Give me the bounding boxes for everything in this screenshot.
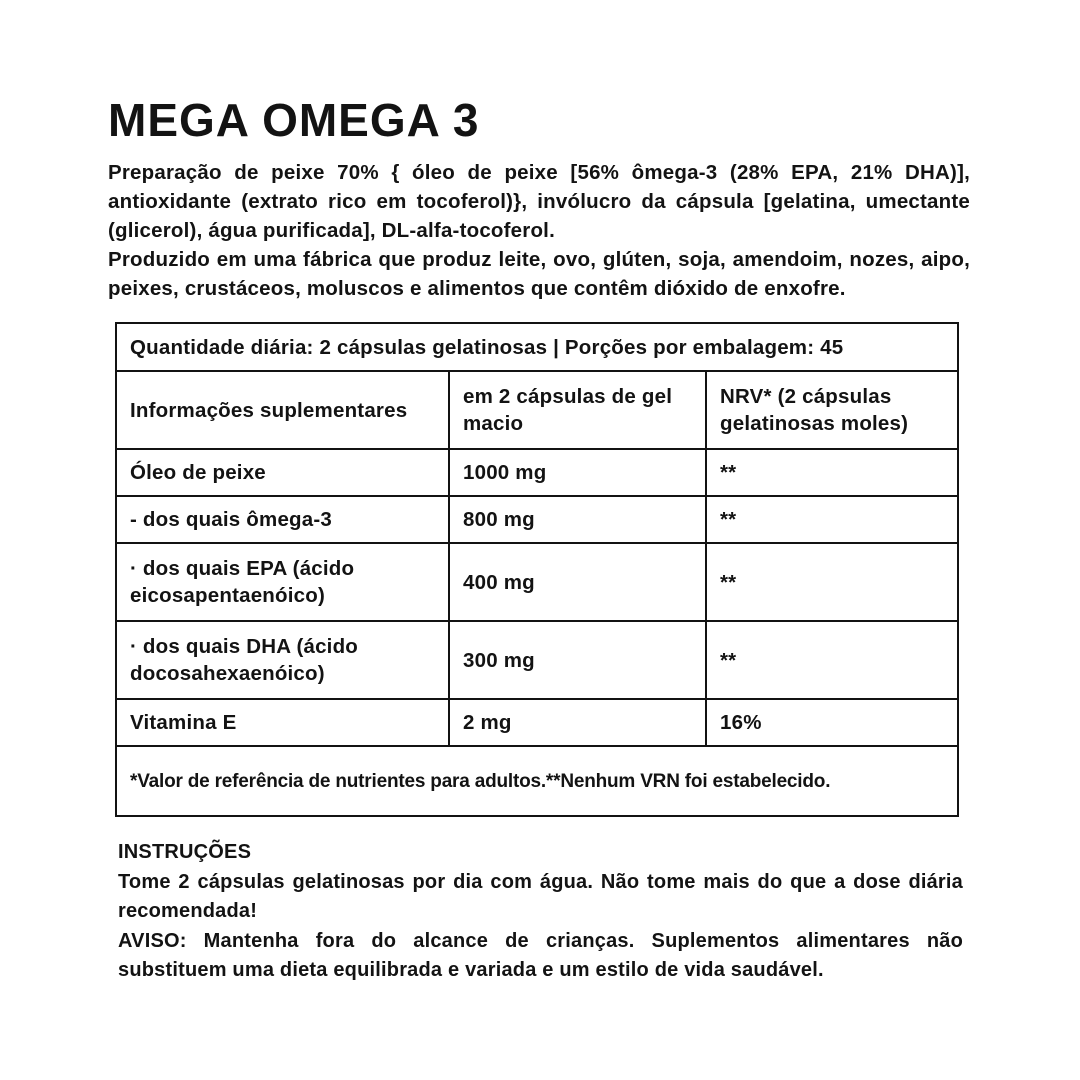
footnote-text: *Valor de referência de nutrientes para adultos.**Nenhum VRN foi estabelecido.: [116, 746, 958, 816]
nutrient-name-cell: Vitamina E: [116, 699, 449, 746]
ingredients-text: Preparação de peixe 70% { óleo de peixe [56% ômega-3 (28% EPA, 21% DHA)], antioxidante (extrato rico em tocoferol)}, invólucro da cápsula [gelatina, umectante (glicerol), água purificada], DL-alfa-tocoferol.: [108, 161, 970, 242]
serving-info-text: Quantidade diária: 2 cápsulas gelatinosas | Porções por embalagem: 45: [116, 323, 958, 371]
nutrient-nrv-cell: 16%: [706, 699, 958, 746]
nutrient-nrv-cell: **: [706, 543, 958, 621]
nutrient-amount-cell: 800 mg: [449, 496, 706, 543]
nutrient-name-cell: - dos quais ômega-3: [116, 496, 449, 543]
nutrient-amount-cell: 1000 mg: [449, 449, 706, 496]
nutrient-amount-cell: 300 mg: [449, 621, 706, 699]
table-header-row: [116, 371, 958, 449]
dosage-text: Tome 2 cápsulas gelatinosas por dia com água. Não tome mais do que a dose diária recomendada!: [118, 870, 963, 922]
nutrient-nrv-cell: **: [706, 449, 958, 496]
nutrient-name-cell: · dos quais DHA (ácido docosahexaenóico): [116, 621, 449, 699]
table-row: [116, 449, 958, 496]
nutrient-nrv-cell: **: [706, 621, 958, 699]
supplement-facts-table: [115, 322, 959, 817]
serving-info-row: [116, 323, 958, 371]
instructions-heading: INSTRUÇÕES: [118, 841, 252, 863]
nutrient-amount-cell: 400 mg: [449, 543, 706, 621]
table-row: [116, 699, 958, 746]
nutrient-name-cell: · dos quais EPA (ácido eicosapentaenóico): [116, 543, 449, 621]
col-header-info: Informações suplementares: [116, 371, 449, 449]
warning-text: AVISO: Mantenha fora do alcance de crianças. Suplementos alimentares não substituem uma dieta equilibrada e variada e um estilo de vida saudável.: [118, 929, 963, 981]
table-row: [116, 543, 958, 621]
instructions-section: [118, 838, 963, 986]
allergen-text: Produzido em uma fábrica que produz leite, ovo, glúten, soja, amendoim, nozes, aipo, peixes, crustáceos, moluscos e alimentos que contêm dióxido de enxofre.: [108, 248, 970, 300]
table-row: [116, 621, 958, 699]
nutrient-name-cell: Óleo de peixe: [116, 449, 449, 496]
nutrient-nrv-cell: **: [706, 496, 958, 543]
footnote-row: [116, 746, 958, 816]
col-header-amount: em 2 cápsulas de gel macio: [449, 371, 706, 449]
col-header-nrv: NRV* (2 cápsulas gelatinosas moles): [706, 371, 958, 449]
nutrient-amount-cell: 2 mg: [449, 699, 706, 746]
product-title: MEGA OMEGA 3: [108, 94, 480, 146]
table-row: [116, 496, 958, 543]
